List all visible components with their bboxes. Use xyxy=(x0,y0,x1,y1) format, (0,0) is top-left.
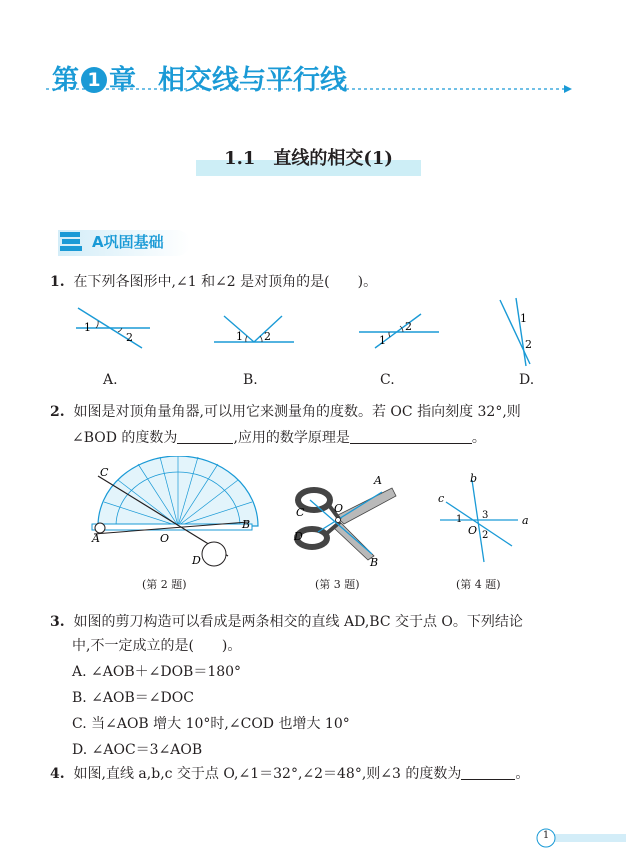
figure-three-lines xyxy=(436,472,532,568)
chapter-title: 第 1 章 相交线与平行线 xyxy=(52,65,347,96)
angle-label-2: 2 xyxy=(525,338,532,351)
angle-label-1: 1 xyxy=(379,334,386,347)
point-label-o: O xyxy=(160,532,170,545)
option-c: C. xyxy=(380,372,395,388)
point-label-o: O xyxy=(334,502,344,515)
line-label-b: b xyxy=(470,472,478,485)
figure-scissors xyxy=(288,470,400,570)
figure-1c xyxy=(355,304,445,352)
figure-1a xyxy=(70,304,160,352)
chapter-divider xyxy=(44,84,574,98)
question-2-line2: ∠BOD 的度数为 ,应用的数学原理是 。 xyxy=(72,430,486,446)
section-tag: A巩固基础 xyxy=(92,233,164,251)
option-a: A. xyxy=(103,372,118,388)
caption-q2: (第 2 题) xyxy=(142,578,187,591)
question-3-line2: 中,不一定成立的是( )。 xyxy=(72,638,242,654)
question-1: 1. 在下列各图形中,∠1 和∠2 是对顶角的是( )。 xyxy=(50,274,378,290)
point-label-b: B xyxy=(242,518,251,531)
figure-1d xyxy=(490,296,550,368)
caption-q3: (第 3 题) xyxy=(315,578,360,591)
point-label-a: A xyxy=(92,532,100,545)
figure-protractor xyxy=(88,456,268,572)
figure-1b xyxy=(210,304,300,352)
angle-label-2: 2 xyxy=(482,530,489,541)
angle-label-1: 1 xyxy=(520,312,527,325)
point-label-a: A xyxy=(374,474,382,487)
point-label-d: D xyxy=(192,554,201,567)
option-d: D. xyxy=(519,372,535,388)
point-label-o: O xyxy=(468,524,478,537)
angle-label-2: 2 xyxy=(264,330,271,343)
option-b: B. xyxy=(243,372,258,388)
option-c: C. 当∠AOB 增大 10°时,∠COD 也增大 10° xyxy=(72,716,350,732)
question-2: 2. 如图是对顶角量角器,可以用它来测量角的度数。若 OC 指向刻度 32°,则 xyxy=(50,404,521,420)
chapter-name: 相交线与平行线 xyxy=(158,65,347,96)
question-3: 3. 如图的剪刀构造可以看成是两条相交的直线 AD,BC 交于点 O。下列结论 xyxy=(50,614,523,630)
answer-blank[interactable] xyxy=(461,765,515,780)
angle-label-1: 1 xyxy=(84,321,91,334)
book-icon xyxy=(58,230,86,254)
angle-label-1: 1 xyxy=(236,330,243,343)
point-label-b: B xyxy=(370,556,379,569)
line-label-c: c xyxy=(438,492,445,505)
angle-label-2: 2 xyxy=(405,320,412,333)
page-number: 1 xyxy=(542,830,550,841)
point-label-c: C xyxy=(100,466,109,479)
line-label-a: a xyxy=(522,514,529,527)
answer-blank[interactable] xyxy=(177,429,233,444)
point-label-c: C xyxy=(296,506,305,519)
angle-label-2: 2 xyxy=(126,331,133,344)
question-4: 4. 如图,直线 a,b,c 交于点 O,∠1＝32°,∠2＝48°,则∠3 的度数为 。 xyxy=(50,766,530,782)
option-d: D. ∠AOC＝3∠AOB xyxy=(72,742,203,758)
angle-label-1: 1 xyxy=(456,514,463,525)
chapter-number-badge: 1 xyxy=(81,67,107,93)
point-label-d: D xyxy=(294,530,303,543)
caption-q4: (第 4 题) xyxy=(456,578,501,591)
option-b: B. ∠AOB＝∠DOC xyxy=(72,690,194,706)
answer-blank[interactable] xyxy=(350,429,472,444)
section-title: 1.1 直线的相交(1) xyxy=(224,148,393,169)
angle-label-3: 3 xyxy=(482,510,489,521)
option-a: A. ∠AOB＋∠DOB＝180° xyxy=(72,664,242,680)
